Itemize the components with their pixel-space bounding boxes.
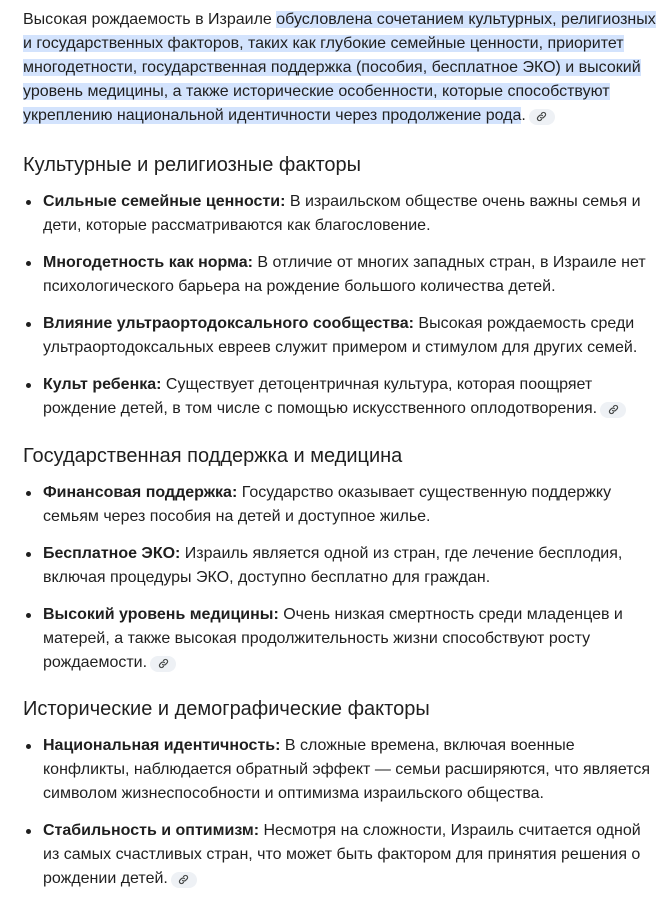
section-heading-state-support: Государственная поддержка и медицина [23,445,403,467]
list-item [23,734,659,806]
list-item [23,603,659,675]
list-item [23,312,659,360]
item-term: Многодетность как норма: [43,254,253,271]
source-link-button[interactable] [150,656,176,672]
item-term: Сильные семейные ценности: [43,193,286,210]
list-item [23,481,659,529]
response-content [23,8,659,891]
section-list-state-support [23,481,659,675]
list-item [23,819,659,891]
link-icon [608,404,619,415]
item-term: Стабильность и оптимизм: [43,822,260,839]
section-heading-cultural: Культурные и религиозные факторы [23,154,362,176]
section-heading-historical: Исторические и демографические факторы [23,698,430,720]
intro-plain-text: Высокая рождаемость в Израиле [23,11,277,28]
item-text: Очень низкая смертность среди младенцев и матерей, а также высокая продолжительность жизни способствуют росту рождаемости. [43,606,623,671]
link-icon [178,874,189,885]
link-icon [158,658,169,669]
source-link-button[interactable] [600,402,626,418]
section-list-historical [23,734,659,891]
list-item [23,542,659,590]
source-link-button[interactable] [529,109,555,125]
item-text: В отличие от многих западных стран, в Израиле нет психологического барьера на рождение большого количества детей. [43,254,646,295]
item-text: Израиль является одной из стран, где лечение бесплодия, включая процедуры ЭКО, доступно бесплатно для граждан. [43,545,623,586]
source-link-button[interactable] [171,872,197,888]
link-icon [536,111,547,122]
intro-paragraph [23,8,659,128]
list-item [23,373,659,421]
item-term: Высокий уровень медицины: [43,606,279,623]
intro-end-punctuation: . [521,107,526,124]
item-term: Влияние ультраортодоксального сообщества: [43,315,414,332]
list-item [23,251,659,299]
intro-highlighted-text[interactable]: обусловлена сочетанием культурных, религиозных и государственных факторов, таких как глубокие семейные ценности, приоритет многодетности, государственная поддержка (пособия, бесплатное ЭКО) и высокий уровень медицины, а также исторические особенности, которые способствуют укреплению национальной идентичности через продолжение рода [23,11,656,124]
item-text: В израильском обществе очень важны семья и дети, которые рассматриваются как благословение. [43,193,641,234]
item-term: Бесплатное ЭКО: [43,545,181,562]
item-text: Государство оказывает существенную поддержку семьям через пособия на детей и доступное жилье. [43,484,612,525]
item-text: Высокая рождаемость среди ультраортодоксальных евреев служит примером и стимулом для других семей. [43,315,638,356]
item-term: Финансовая поддержка: [43,484,238,501]
list-item [23,190,659,238]
section-list-cultural [23,190,659,421]
item-text: В сложные времена, включая военные конфликты, наблюдается обратный эффект — семьи расширяются, что является символом жизнеспособности и оптимизма израильского общества. [43,737,650,802]
item-text: Несмотря на сложности, Израиль считается одной из самых счастливых стран, что может быть фактором для принятия решения о рождении детей. [43,822,641,887]
item-text: Существует детоцентричная культура, которая поощряет рождение детей, в том числе с помощью искусственного оплодотворения. [43,376,598,417]
item-term: Культ ребенка: [43,376,162,393]
item-term: Национальная идентичность: [43,737,281,754]
